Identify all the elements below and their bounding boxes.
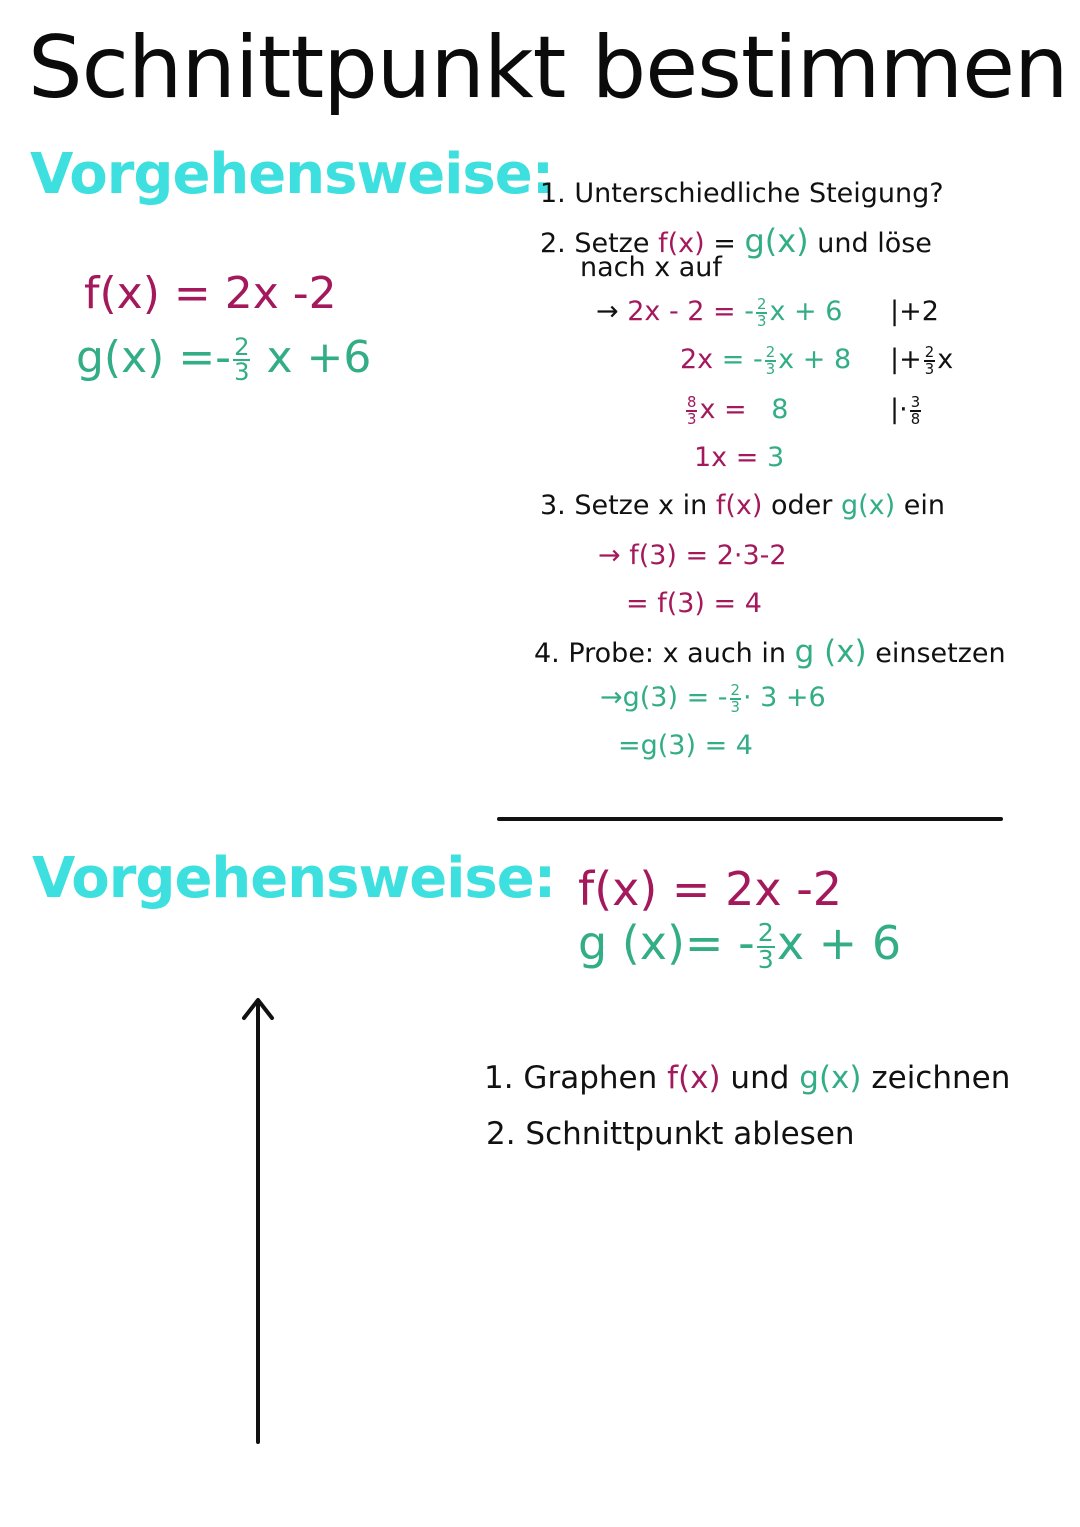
equation-op-3: |· $\frac{3}{8}$ xyxy=(890,393,921,428)
section-divider xyxy=(497,817,1003,821)
f-calculation-2: = f(3) = 4 xyxy=(626,588,762,619)
section2-function-g: g (x)= - $\frac{2}{3}$ x + 6 xyxy=(578,916,902,974)
g-calculation-2: =g(3) = 4 xyxy=(618,730,753,761)
step-3: 3. Setze x in f(x) oder g(x) ein xyxy=(540,490,945,521)
function-f xyxy=(84,268,337,319)
equation-op-2: |+ $\frac{2}{3}$ x xyxy=(890,343,954,378)
function-graph xyxy=(0,980,520,1460)
equation-line-2: 2x = - $\frac{2}{3}$ x + 8 xyxy=(680,343,852,378)
function-g-fraction: $\frac{2}{3}$ xyxy=(234,333,250,386)
equation-line-3: $\frac{8}{3}$ x = 8 xyxy=(687,393,789,428)
equation-line-1: → 2x - 2 = - $\frac{2}{3}$ x + 6 xyxy=(596,295,843,330)
g-calculation-1: →g(3) = - $\frac{2}{3}$ · 3 +6 xyxy=(600,681,826,716)
equation-op-1: |+2 xyxy=(890,296,939,327)
section2-step-1: 1. Graphen f(x) und g(x) zeichnen xyxy=(484,1060,1011,1096)
function-g-post: x +6 xyxy=(266,332,372,383)
section2-heading: Vorgehensweise: xyxy=(32,846,556,911)
section2-step-2: 2. Schnittpunkt ablesen xyxy=(486,1116,855,1152)
step-2: 2. Setze f(x) = g(x) und löse xyxy=(540,222,932,260)
step-1: 1. Unterschiedliche Steigung? xyxy=(540,178,944,209)
step-4: 4. Probe: x auch in g (x) einsetzen xyxy=(534,634,1006,670)
function-f-lhs: f(x) xyxy=(84,268,160,319)
f-calculation-1: → f(3) = 2·3-2 xyxy=(598,540,787,571)
function-f-rhs: = 2x -2 xyxy=(173,268,337,319)
function-g-pre: =- xyxy=(178,332,232,383)
step-2-continued: nach x auf xyxy=(580,252,722,283)
section2-function-f: f(x) = 2x -2 xyxy=(578,862,843,916)
function-g-lhs: g(x) xyxy=(76,332,165,383)
equation-line-4: 1x = 3 xyxy=(694,442,785,473)
function-g xyxy=(76,332,371,384)
page-title: Schnittpunkt bestimmen xyxy=(28,18,1068,118)
section1-heading: Vorgehensweise: xyxy=(30,142,554,207)
